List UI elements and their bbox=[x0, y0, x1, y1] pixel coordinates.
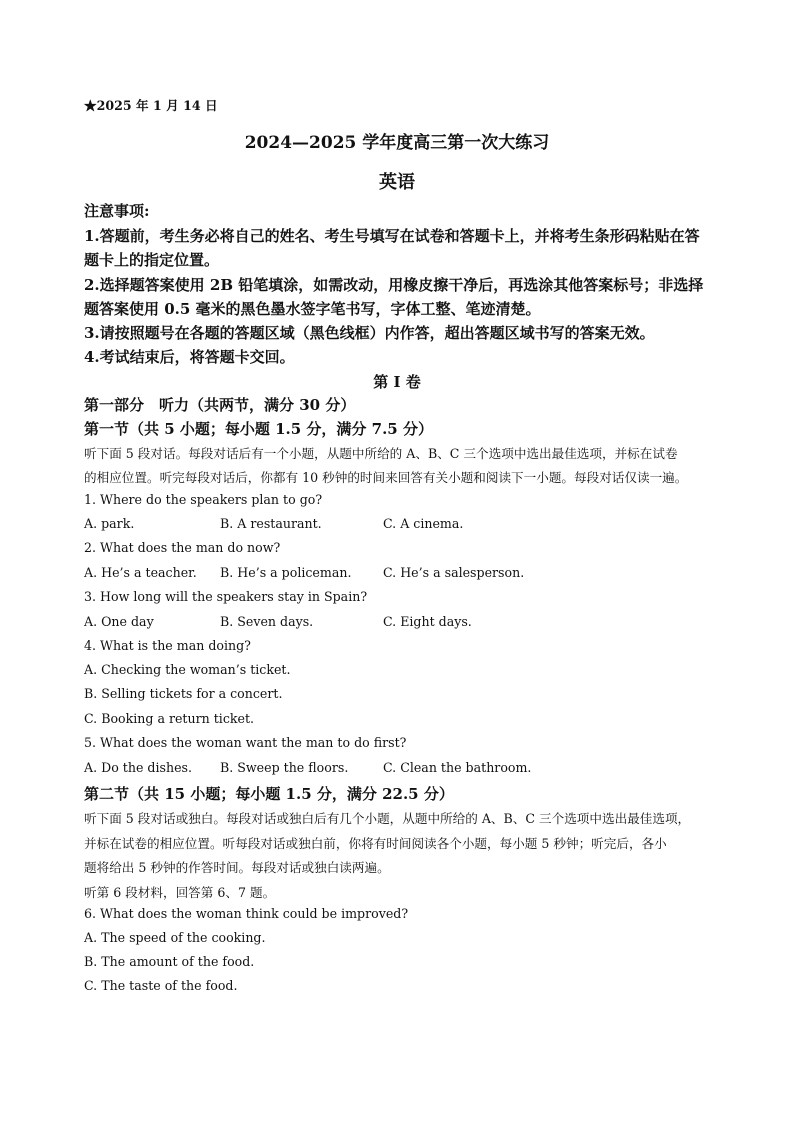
notice-heading: 注意事项: bbox=[84, 202, 150, 220]
q1-option-a: A. park. bbox=[84, 516, 135, 531]
question-6: 6. What does the woman think could be improved? bbox=[84, 906, 409, 921]
q2-option-a: A. He’s a teacher. bbox=[84, 565, 197, 580]
q5-option-a: A. Do the dishes. bbox=[84, 760, 192, 775]
section1-instructions-2: 的相应位置。听完每段对话后，你都有 10 秒钟的时间来回答有关小题和阅读下一小题。每段对话仅读一遍。 bbox=[84, 470, 688, 485]
volume-heading: 第 I 卷 bbox=[373, 373, 421, 391]
q1-option-b: B. A restaurant. bbox=[220, 516, 322, 531]
part1-heading: 第一部分 听力（共两节，满分 30 分） bbox=[84, 396, 356, 414]
exam-title: 2024—2025 学年度高三第一次大练习 bbox=[244, 133, 550, 153]
q5-option-b: B. Sweep the floors. bbox=[220, 760, 349, 775]
q6-option-c: C. The taste of the food. bbox=[84, 978, 238, 993]
q3-option-b: B. Seven days. bbox=[220, 614, 314, 629]
q4-option-b: B. Selling tickets for a concert. bbox=[84, 686, 283, 701]
section1-instructions-1: 听下面 5 段对话。每段对话后有一个小题，从题中所给的 A、B、C 三个选项中选出最佳选项，并标在试卷 bbox=[84, 446, 678, 461]
question-1: 1. Where do the speakers plan to go? bbox=[84, 492, 323, 507]
subject-title: 英语 bbox=[379, 172, 415, 193]
section2-instructions-1: 听下面 5 段对话或独白。每段对话或独白后有几个小题，从题中所给的 A、B、C 三个选项中选出最佳选项， bbox=[84, 811, 691, 826]
notice-item-2a: 2.选择题答案使用 2B 铅笔填涂，如需改动，用橡皮擦干净后，再选涂其他答案标号；非选择 bbox=[84, 276, 704, 294]
notice-item-2b: 题答案使用 0.5 毫米的黑色墨水签字笔书写，字体工整、笔迹清楚。 bbox=[84, 300, 541, 318]
q2-option-c: C. He’s a salesperson. bbox=[383, 565, 525, 580]
section2-heading: 第二节（共 15 小题；每小题 1.5 分，满分 22.5 分） bbox=[84, 785, 454, 803]
question-2: 2. What does the man do now? bbox=[84, 540, 281, 555]
section2-instructions-3: 题将给出 5 秒钟的作答时间。每段对话或独白读两遍。 bbox=[84, 860, 390, 875]
q3-option-c: C. Eight days. bbox=[383, 614, 472, 629]
section1-heading: 第一节（共 5 小题；每小题 1.5 分，满分 7.5 分） bbox=[84, 420, 433, 438]
question-3: 3. How long will the speakers stay in Spain? bbox=[84, 589, 368, 604]
q6-option-b: B. The amount of the food. bbox=[84, 954, 255, 969]
question-4: 4. What is the man doing? bbox=[84, 638, 251, 653]
material-6-note: 听第 6 段材料，回答第 6、7 题。 bbox=[84, 885, 276, 900]
notice-item-4: 4.考试结束后，将答题卡交回。 bbox=[84, 348, 295, 366]
notice-item-1a: 1.答题前，考生务必将自己的姓名、考生号填写在试卷和答题卡上，并将考生条形码粘贴在答 bbox=[84, 227, 700, 245]
q2-option-b: B. He’s a policeman. bbox=[220, 565, 352, 580]
section2-instructions-2: 并标在试卷的相应位置。听每段对话或独白前，你将有时间阅读各个小题，每小题 5 秒钟；听完后，各小 bbox=[84, 836, 667, 851]
q4-option-a: A. Checking the woman’s ticket. bbox=[84, 662, 291, 677]
exam-date: ★2025 年 1 月 14 日 bbox=[84, 98, 218, 113]
q4-option-c: C. Booking a return ticket. bbox=[84, 711, 255, 726]
q1-option-c: C. A cinema. bbox=[383, 516, 464, 531]
q3-option-a: A. One day bbox=[84, 614, 154, 629]
question-5: 5. What does the woman want the man to do first? bbox=[84, 735, 407, 750]
q5-option-c: C. Clean the bathroom. bbox=[383, 760, 532, 775]
notice-item-3: 3.请按照题号在各题的答题区域（黑色线框）内作答，超出答题区域书写的答案无效。 bbox=[84, 324, 655, 342]
q6-option-a: A. The speed of the cooking. bbox=[84, 930, 266, 945]
notice-item-1b: 题卡上的指定位置。 bbox=[84, 251, 220, 269]
